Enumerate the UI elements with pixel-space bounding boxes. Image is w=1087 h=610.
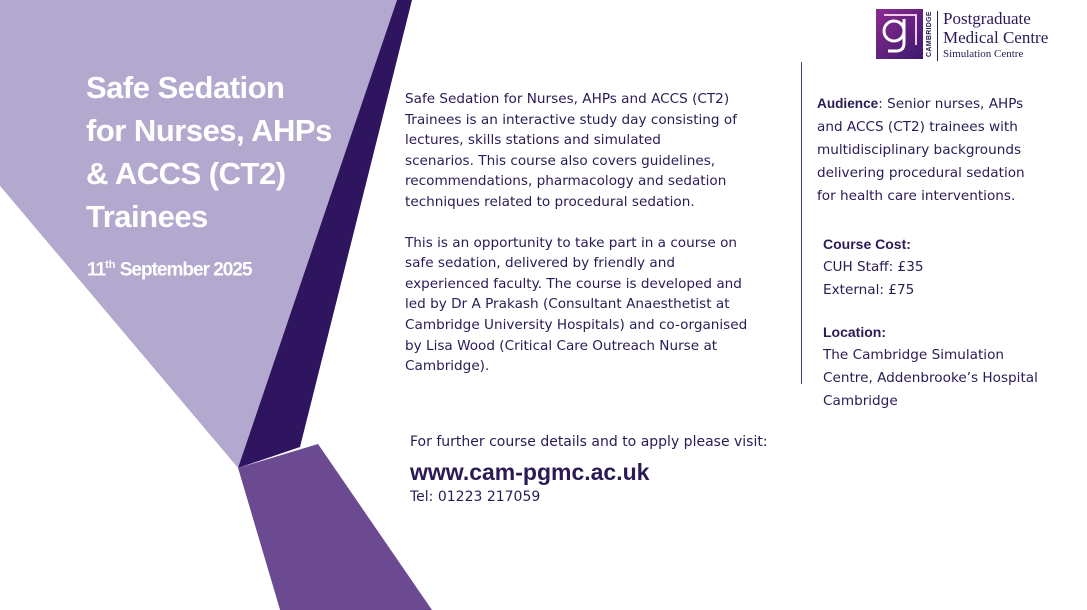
cost-external: External: £75 bbox=[823, 282, 915, 298]
course-description bbox=[405, 89, 790, 397]
cost-cuh: CUH Staff: £35 bbox=[823, 259, 924, 275]
title-line-4: Trainees bbox=[86, 199, 208, 234]
course-title bbox=[86, 66, 386, 238]
cost-location-block bbox=[823, 233, 1038, 413]
audience-line: and ACCS (CT2) trainees with bbox=[817, 119, 1018, 135]
cost-heading: Course Cost: bbox=[823, 236, 911, 252]
course-date bbox=[87, 259, 252, 281]
spacer bbox=[823, 302, 1038, 321]
title-line-3: & ACCS (CT2) bbox=[86, 156, 286, 191]
date-rest: September 2025 bbox=[115, 259, 252, 281]
desc-p2-line: safe sedation, delivered by friendly and bbox=[405, 255, 675, 272]
contact-prompt: For further course details and to apply please visit: bbox=[410, 434, 768, 450]
desc-p1-line: Trainees is an interactive study day consisting of bbox=[405, 111, 737, 128]
desc-p2-line: led by Dr A Prakash (Consultant Anaesthetist at bbox=[405, 296, 730, 313]
date-suffix: th bbox=[105, 259, 116, 271]
logo-line-2: Medical Centre bbox=[943, 28, 1049, 47]
audience-line: multidisciplinary backgrounds bbox=[817, 142, 1022, 158]
title-line-1: Safe Sedation bbox=[86, 70, 285, 105]
location-line: Centre, Addenbrooke’s Hospital bbox=[823, 370, 1038, 386]
desc-p2-line: Cambridge University Hospitals) and co-organised bbox=[405, 316, 748, 333]
desc-p1-line: lectures, skills stations and simulated bbox=[405, 132, 661, 149]
location-line: Cambridge bbox=[823, 393, 898, 409]
desc-p2-line: by Lisa Wood (Critical Care Outreach Nurse at bbox=[405, 337, 718, 354]
pgmc-logo-icon bbox=[876, 9, 923, 59]
desc-p1-line: scenarios. This course also covers guidelines, bbox=[405, 152, 716, 169]
logo-text bbox=[943, 9, 1048, 61]
location-heading: Location: bbox=[823, 324, 886, 340]
desc-p1-line: techniques related to procedural sedation. bbox=[405, 193, 695, 210]
desc-p1-line: Safe Sedation for Nurses, AHPs and ACCS (CT2) bbox=[405, 91, 730, 107]
contact-block bbox=[410, 433, 768, 507]
desc-p2-line: This is an opportunity to take part in a course on bbox=[405, 234, 738, 251]
audience-block bbox=[817, 92, 1077, 208]
audience-line-1 bbox=[817, 92, 1077, 116]
audience-line: delivering procedural sedation bbox=[817, 165, 1025, 181]
title-line-2: for Nurses, AHPs bbox=[86, 113, 332, 148]
logo-line-1: Postgraduate bbox=[943, 9, 1031, 28]
logo-line-3: Simulation Centre bbox=[943, 48, 1024, 60]
date-day: 11 bbox=[87, 259, 106, 281]
desc-p2-line: Cambridge). bbox=[405, 358, 490, 375]
logo-divider bbox=[937, 11, 938, 61]
logo-side-text: CAMBRIDGE bbox=[926, 11, 933, 57]
audience-label: Audience bbox=[817, 96, 879, 111]
website-link[interactable]: www.cam-pgmc.ac.uk bbox=[410, 459, 650, 485]
desc-p1-line: recommendations, pharmacology and sedation bbox=[405, 173, 727, 190]
desc-p2-line: experienced faculty. The course is developed and bbox=[405, 275, 742, 292]
audience-line: for health care interventions. bbox=[817, 188, 1016, 204]
audience-line-1-rest: : Senior nurses, AHPs bbox=[878, 96, 1024, 112]
column-divider bbox=[801, 62, 802, 384]
location-line: The Cambridge Simulation bbox=[823, 347, 1005, 363]
description-paragraph-2 bbox=[405, 233, 790, 377]
telephone: Tel: 01223 217059 bbox=[410, 489, 541, 505]
description-paragraph-1 bbox=[405, 89, 790, 213]
